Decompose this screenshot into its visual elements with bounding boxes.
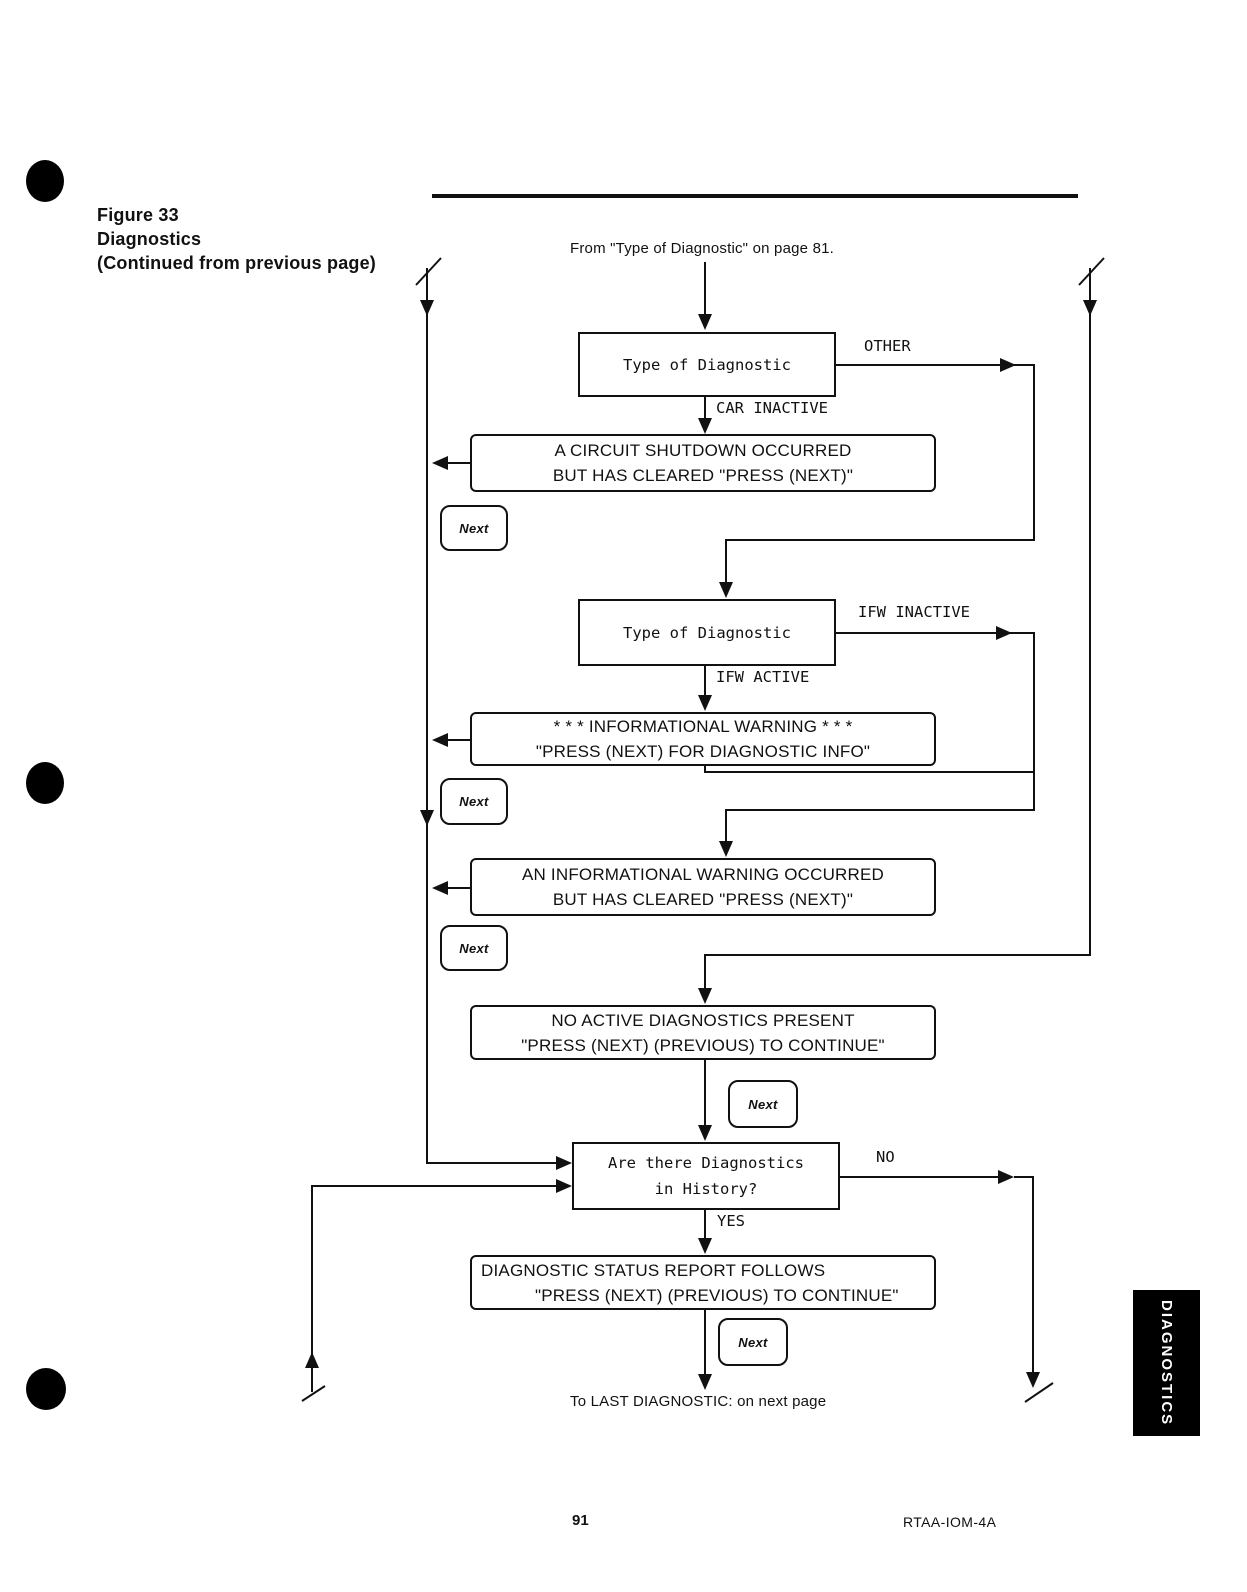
connector-lines bbox=[302, 258, 1104, 1402]
next-key-button bbox=[440, 925, 508, 971]
node-diagnostics-in-history bbox=[572, 1142, 840, 1210]
node-text-line2: "PRESS (NEXT) (PREVIOUS) TO CONTINUE" bbox=[535, 1285, 899, 1305]
next-key-label: Next bbox=[738, 1334, 768, 1350]
node-text-line1: * * * INFORMATIONAL WARNING * * * bbox=[553, 717, 853, 736]
node-text-line1: A CIRCUIT SHUTDOWN OCCURRED bbox=[554, 441, 852, 460]
node-type-of-diagnostic-1 bbox=[578, 332, 836, 397]
continuation-mark bbox=[1079, 258, 1104, 285]
next-key-label: Next bbox=[459, 794, 489, 809]
label-ifw-inactive: IFW INACTIVE bbox=[858, 603, 970, 621]
label-car-inactive: CAR INACTIVE bbox=[716, 399, 828, 417]
node-text-line2: BUT HAS CLEARED "PRESS (NEXT)" bbox=[552, 890, 854, 909]
footer-doc-code: RTAA-IOM-4A bbox=[903, 1514, 997, 1530]
figure-title-line2: Diagnostics bbox=[97, 229, 202, 249]
node-no-active-diagnostics bbox=[470, 1005, 936, 1060]
diagnostics-side-tab bbox=[1133, 1290, 1200, 1436]
figure-title-line3: (Continued from previous page) bbox=[97, 253, 377, 273]
punch-hole-icons bbox=[26, 160, 66, 1410]
node-circuit-shutdown-cleared bbox=[470, 434, 936, 492]
figure-title bbox=[97, 203, 376, 275]
punch-hole bbox=[26, 160, 64, 202]
next-key-button bbox=[728, 1080, 798, 1128]
punch-hole bbox=[26, 1368, 66, 1410]
node-text-line1: AN INFORMATIONAL WARNING OCCURRED bbox=[521, 865, 885, 884]
continuation-mark bbox=[302, 1386, 325, 1401]
next-key-button bbox=[440, 505, 508, 551]
next-key-label: Next bbox=[459, 940, 489, 956]
diagnostics-side-tab-label: DIAGNOSTICS bbox=[1158, 1299, 1175, 1427]
continuation-mark bbox=[416, 258, 441, 285]
node-type-of-diagnostic-2 bbox=[578, 599, 836, 666]
node-informational-warning-cleared bbox=[470, 858, 936, 916]
node-text-line1: Are there Diagnostics bbox=[608, 1154, 804, 1172]
label-ifw-active: IFW ACTIVE bbox=[716, 668, 810, 686]
node-diagnostic-status-report bbox=[470, 1255, 936, 1310]
label-other: OTHER bbox=[864, 337, 911, 355]
next-key-button bbox=[718, 1318, 788, 1366]
node-text-line2: in History? bbox=[654, 1180, 758, 1198]
continuation-mark bbox=[1025, 1383, 1053, 1402]
label-yes: YES bbox=[717, 1212, 745, 1230]
to-note: To LAST DIAGNOSTIC: on next page bbox=[570, 1393, 827, 1410]
label-no: NO bbox=[876, 1148, 895, 1166]
node-text: Type of Diagnostic bbox=[623, 355, 791, 374]
node-text-line2: BUT HAS CLEARED "PRESS (NEXT)" bbox=[552, 466, 854, 485]
node-text: Type of Diagnostic bbox=[623, 623, 791, 642]
node-text-line1: DIAGNOSTIC STATUS REPORT FOLLOWS bbox=[481, 1260, 826, 1280]
punch-hole bbox=[26, 762, 64, 804]
node-text-line1: NO ACTIVE DIAGNOSTICS PRESENT bbox=[551, 1010, 855, 1030]
next-key-button bbox=[440, 778, 508, 825]
footer-page-number: 91 bbox=[572, 1512, 589, 1529]
node-text-line2: "PRESS (NEXT) FOR DIAGNOSTIC INFO" bbox=[535, 742, 871, 761]
next-key-label: Next bbox=[748, 1096, 778, 1112]
connector-infowarn-merge bbox=[705, 766, 1034, 772]
node-informational-warning bbox=[470, 712, 936, 766]
figure-title-line1: Figure 33 bbox=[97, 205, 179, 225]
from-note: From "Type of Diagnostic" on page 81. bbox=[570, 240, 835, 257]
node-text-line2: "PRESS (NEXT) (PREVIOUS) TO CONTINUE" bbox=[521, 1035, 885, 1055]
next-key-label: Next bbox=[459, 520, 489, 536]
